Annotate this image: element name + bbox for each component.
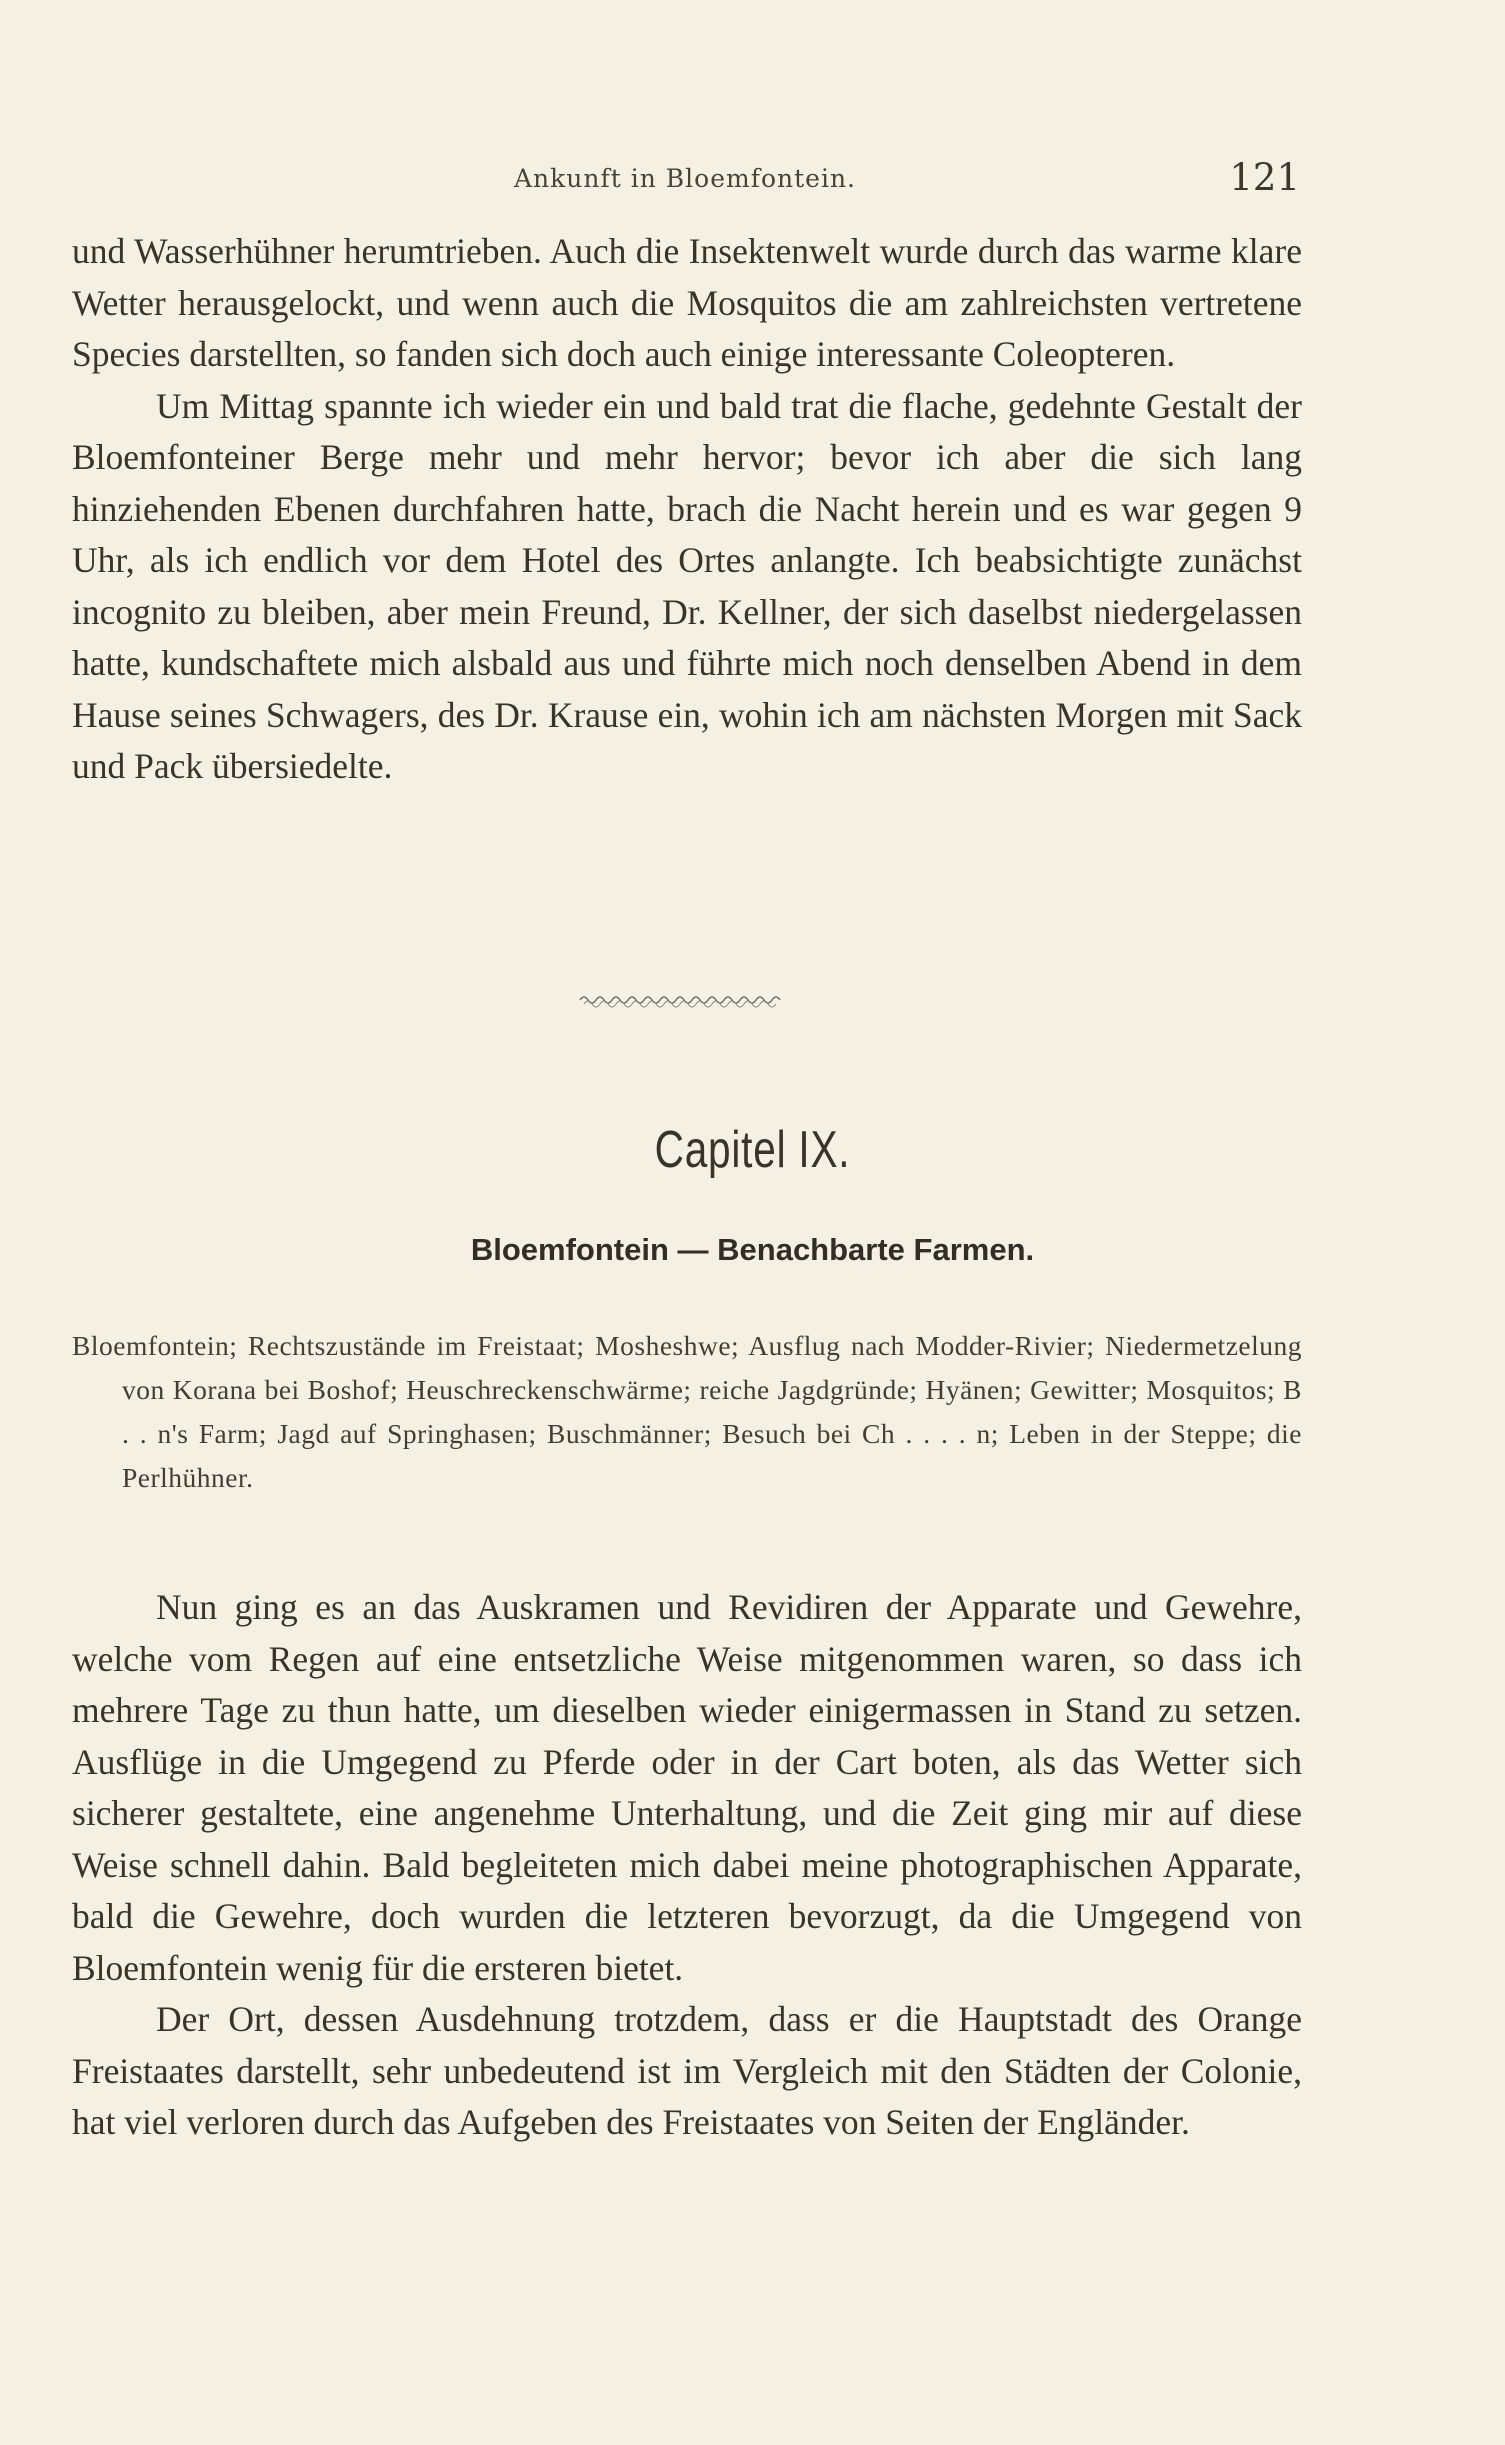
chapter-summary — [72, 1324, 1302, 1500]
paragraph: Nun ging es an das Auskramen und Revidiren der Apparate und Gewehre, welche vom Regen auf eine entsetzliche Weise mitgenommen waren, so dass ich mehrere Tage zu thun hatte, um dieselben wieder einigermassen in Stand zu setzen. Ausflüge in die Umgegend zu Pferde oder in der Cart boten, als das Wetter sich sicherer gestaltete, eine angenehme Unterhaltung, und die Zeit ging mir auf diese Weise schnell dahin. Bald begleiteten mich dabei meine photographischen Apparate, bald die Gewehre, doch wurden die letzteren bevorzugt, da die Umgegend von Bloemfontein wenig für die ersteren bietet. — [72, 1587, 1302, 1988]
running-title: Ankunft in Bloemfontein. — [513, 164, 856, 193]
chapter-summary-text: Bloemfontein; Rechtszustände im Freistaat; Mosheshwe; Ausflug nach Modder-Rivier; Niedermetzelung von Korana bei Boshof; Heuschreckenschwärme; reiche Jagdgründe; Hyänen; Gewitter; Mosquitos; B . . n's Farm; Jagd auf Springhasen; Buschmänner; Besuch bei Ch . . . . n; Leben in der Steppe; die Perlhühner. — [72, 1330, 1302, 1493]
page-number: 121 — [1229, 156, 1300, 199]
paragraph: und Wasserhühner herumtrieben. Auch die Insektenwelt wurde durch das warme klare Wetter herausgelockt, und wenn auch die Mosquitos die am zahlreichsten vertretene Species darstellten, so fanden sich doch auch einige interessante Coleopteren. — [72, 231, 1302, 374]
paragraph: Um Mittag spannte ich wieder ein und bald trat die flache, gedehnte Gestalt der Bloemfonteiner Berge mehr und mehr hervor; bevor ich aber die sich lang hinziehenden Ebenen durchfahren hatte, brach die Nacht herein und es war gegen 9 Uhr, als ich endlich vor dem Hotel des Ortes anlangte. Ich beabsichtigte zunächst incognito zu bleiben, aber mein Freund, Dr. Kellner, der sich daselbst niedergelassen hatte, kundschaftete mich alsbald aus und führte mich noch denselben Abend in dem Hause seines Schwagers, des Dr. Krause ein, wohin ich am nächsten Morgen mit Sack und Pack übersiedelte. — [72, 385, 1302, 786]
text-block-top — [72, 226, 1302, 793]
paragraph: Der Ort, dessen Ausdehnung trotzdem, dass er die Hauptstadt des Orange Freistaates darstellt, sehr unbedeutend ist im Vergleich mit den Städten der Colonie, hat viel verloren durch das Aufgeben des Freistaates von Seiten der Engländer. — [72, 1999, 1302, 2142]
ornament-divider — [578, 990, 783, 1012]
chapter-subtitle: Bloemfontein — Benachbarte Farmen. — [470, 1232, 1035, 1267]
running-header — [70, 156, 1300, 206]
chapter-title: Capitel IX. — [654, 1121, 851, 1179]
text-block-bottom — [72, 1582, 1302, 2149]
